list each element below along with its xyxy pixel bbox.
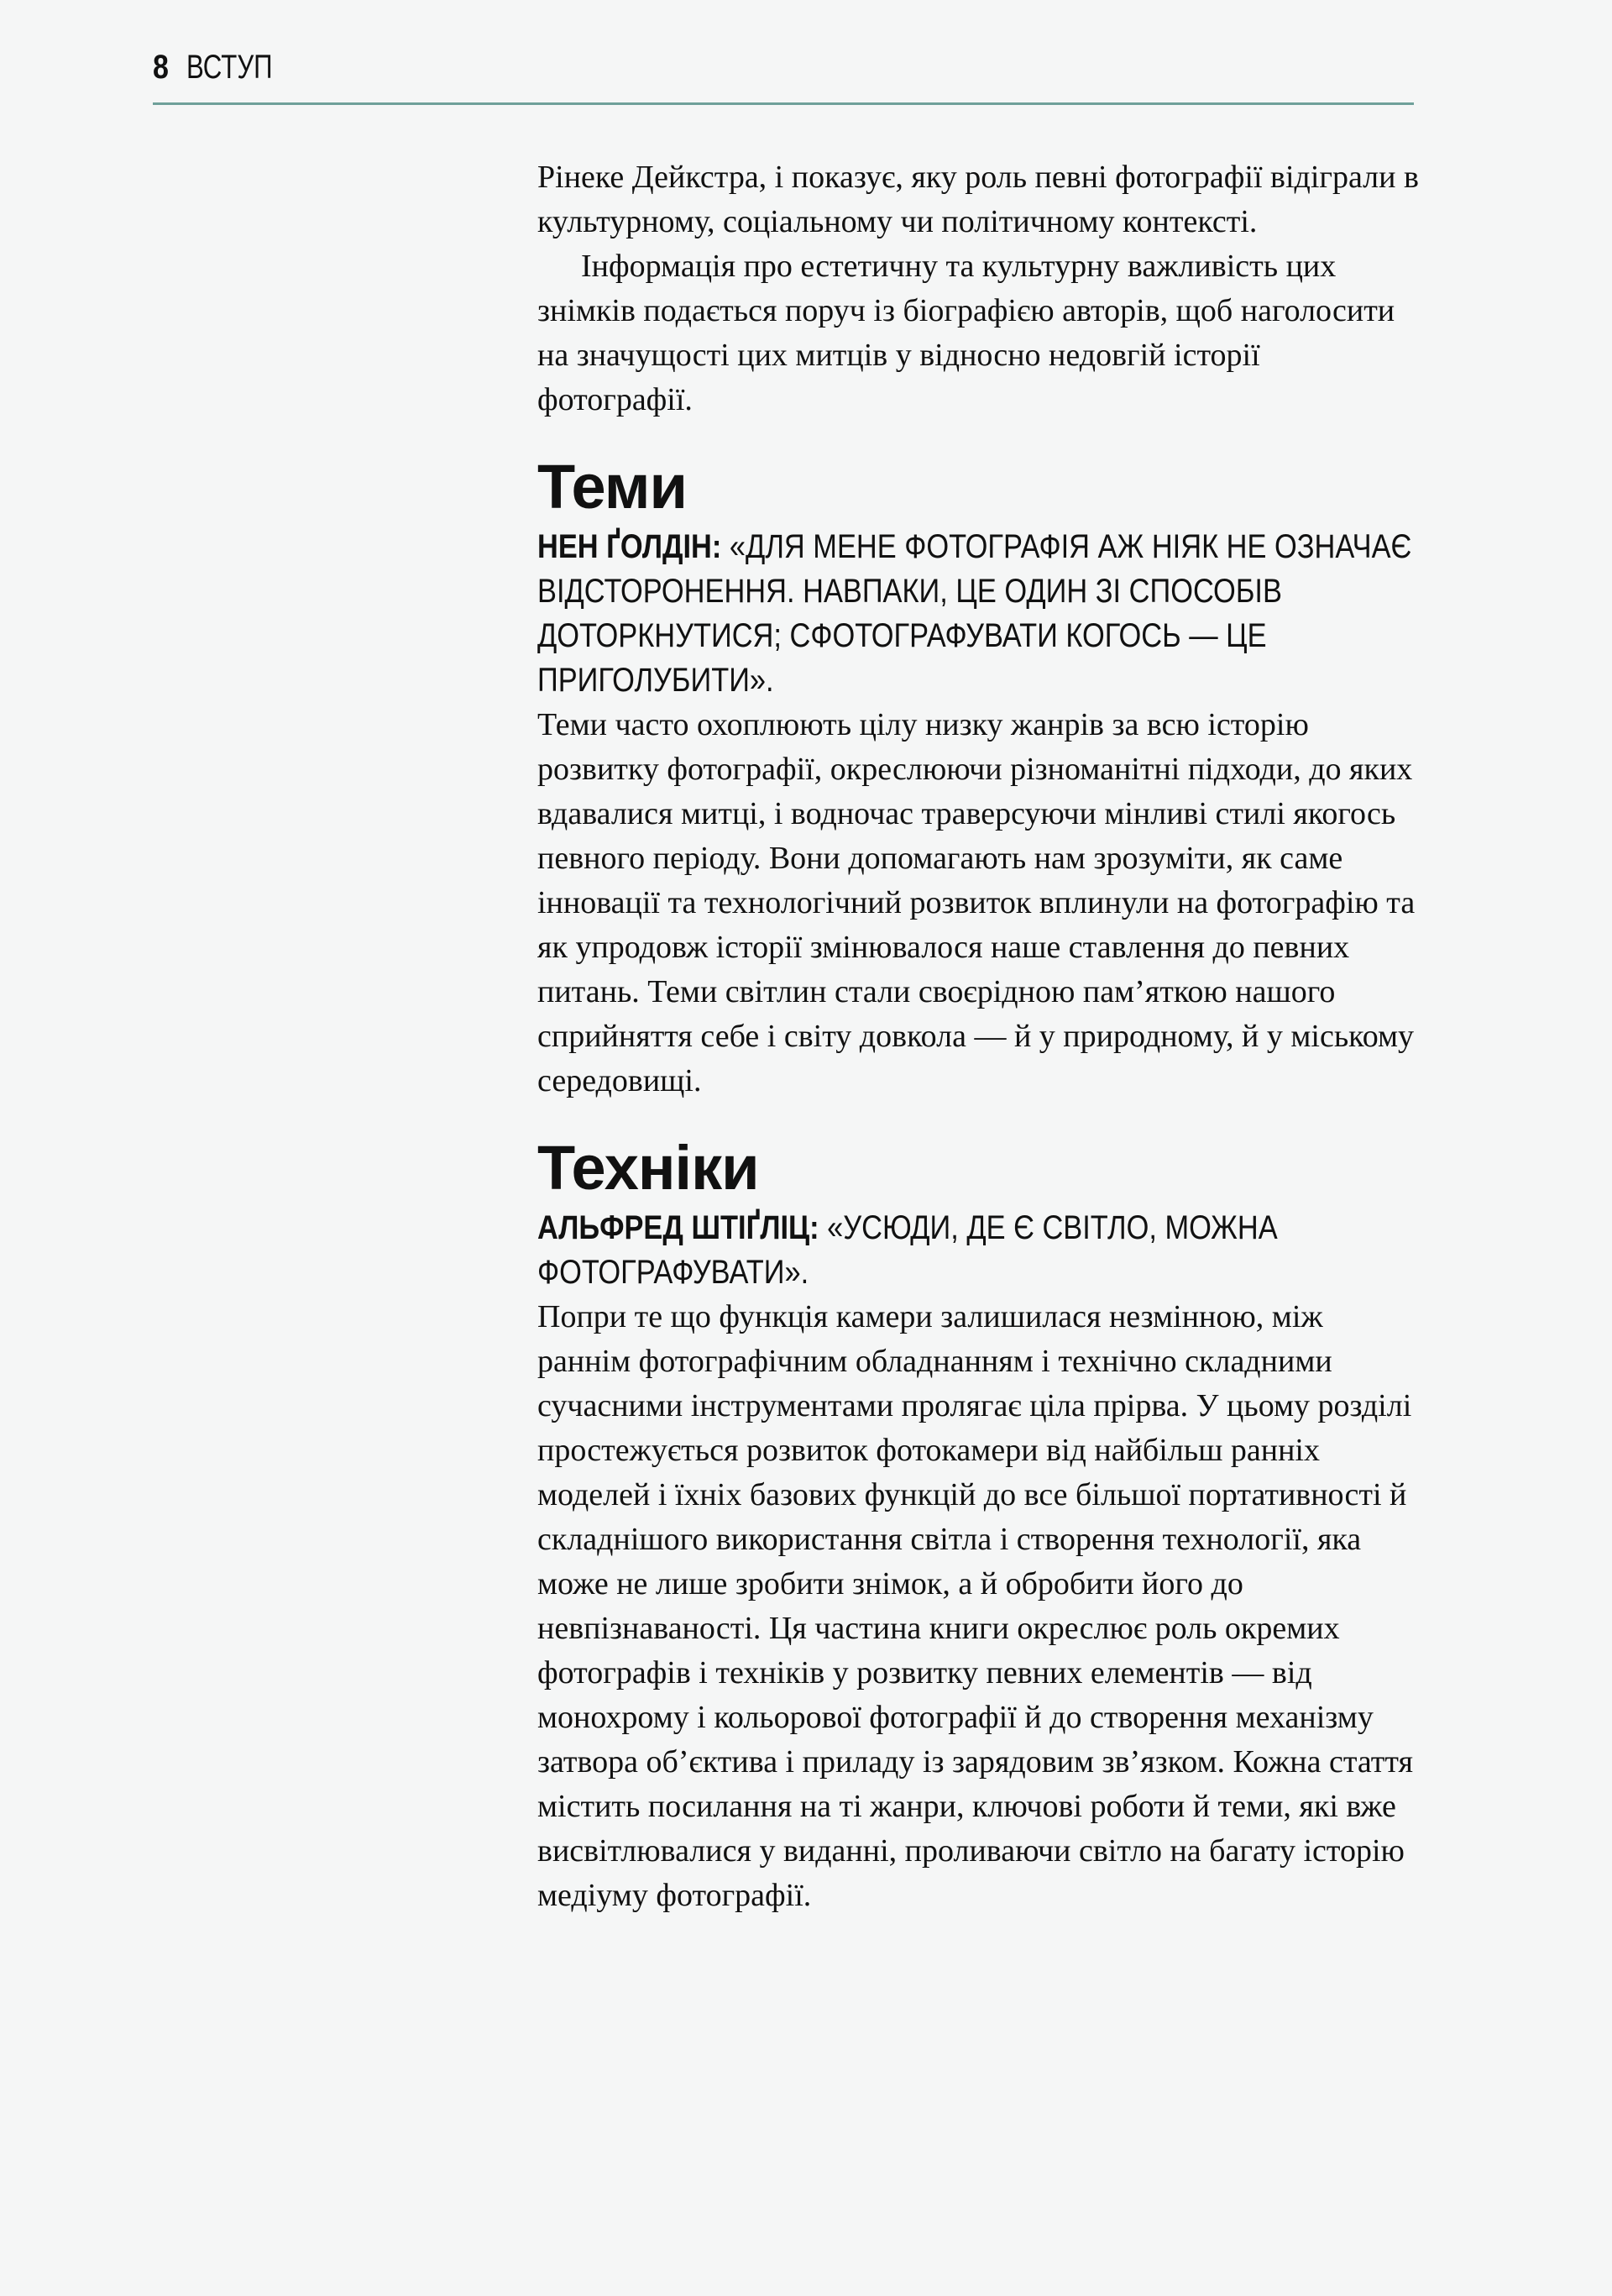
section-heading-techniques: Техніки <box>537 1133 759 1203</box>
running-title: ВСТУП <box>186 49 273 86</box>
intro-paragraph: Рінеке Дейкстра, і показує, яку роль певні фотографії відіграли в культурному, соціальному чи політичному контексті. <box>537 160 1419 239</box>
epigraph-quote <box>537 525 1416 703</box>
quote-author: НЕН ҐОЛДІН: <box>537 528 722 565</box>
quote-author: АЛЬФРЕД ШТІҐЛІЦ: <box>537 1209 819 1246</box>
section-body: Теми часто охоплюють цілу низку жанрів за всю історію розвитку фотографії, окреслюючи різноманітні підходи, до яких вдавалися митці, і водночас траверсуючи мінливі стилі якогось певного періоду. Вони допомагають нам зрозуміти, як саме інновації та технологічний розвиток вплинули на фотографію та як упродовж історії змінювалося наше ставлення до певних питань. Теми світлин стали своєрідною пам’яткою нашого сприйняття себе і світу довкола — й у природному, й у міському середовищі. <box>537 707 1416 1098</box>
running-head <box>153 49 297 86</box>
page-number: 8 <box>153 49 169 86</box>
epigraph-quote <box>537 1206 1416 1295</box>
intro-paragraph: Інформація про естетичну та культурну важливість цих знімків подається поруч із біографією авторів, щоб наголосити на значущості цих митців у відносно недовгій історії фотографії. <box>537 249 1395 417</box>
text-column <box>537 155 1419 1918</box>
section-heading-themes: Теми <box>537 452 687 522</box>
header-rule <box>153 102 1414 105</box>
quote-text: «ДЛЯ МЕНЕ ФОТОГРАФІЯ АЖ НІЯК НЕ ОЗНАЧАЄ ВІДСТОРОНЕННЯ. НАВПАКИ, ЦЕ ОДИН ЗІ СПОСОБІВ ДОТОРКНУТИСЯ; СФОТОГРАФУВАТИ КОГОСЬ — ЦЕ ПРИГОЛУБИТИ». <box>537 528 1412 699</box>
section-body: Попри те що функція камери залишилася незмінною, між раннім фотографічним обладнанням і технічно складними сучасними інструментами пролягає ціла прірва. У цьому розділі простежується розвиток фотокамери від найбільш ранніх моделей і їхніх базових функцій до все більшої портативності й складнішого використання світла і створення технології, яка може не лише зробити знімок, а й обробити його до невпізнаваності. Ця частина книги окреслює роль окремих фотографів і техніків у розвитку певних елементів — від монохрому і кольорової фотографії й до створення механізму затвора об’єктива і приладу із зарядовим зв’язком. Кожна стаття містить посилання на ті жанри, ключові роботи й теми, які вже висвітлювалися у виданні, проливаючи світло на багату історію медіуму фотографії. <box>537 1299 1413 1913</box>
quote-text: «УСЮДИ, ДЕ Є СВІТЛО, МОЖНА ФОТОГРАФУВАТИ». <box>537 1209 1278 1291</box>
